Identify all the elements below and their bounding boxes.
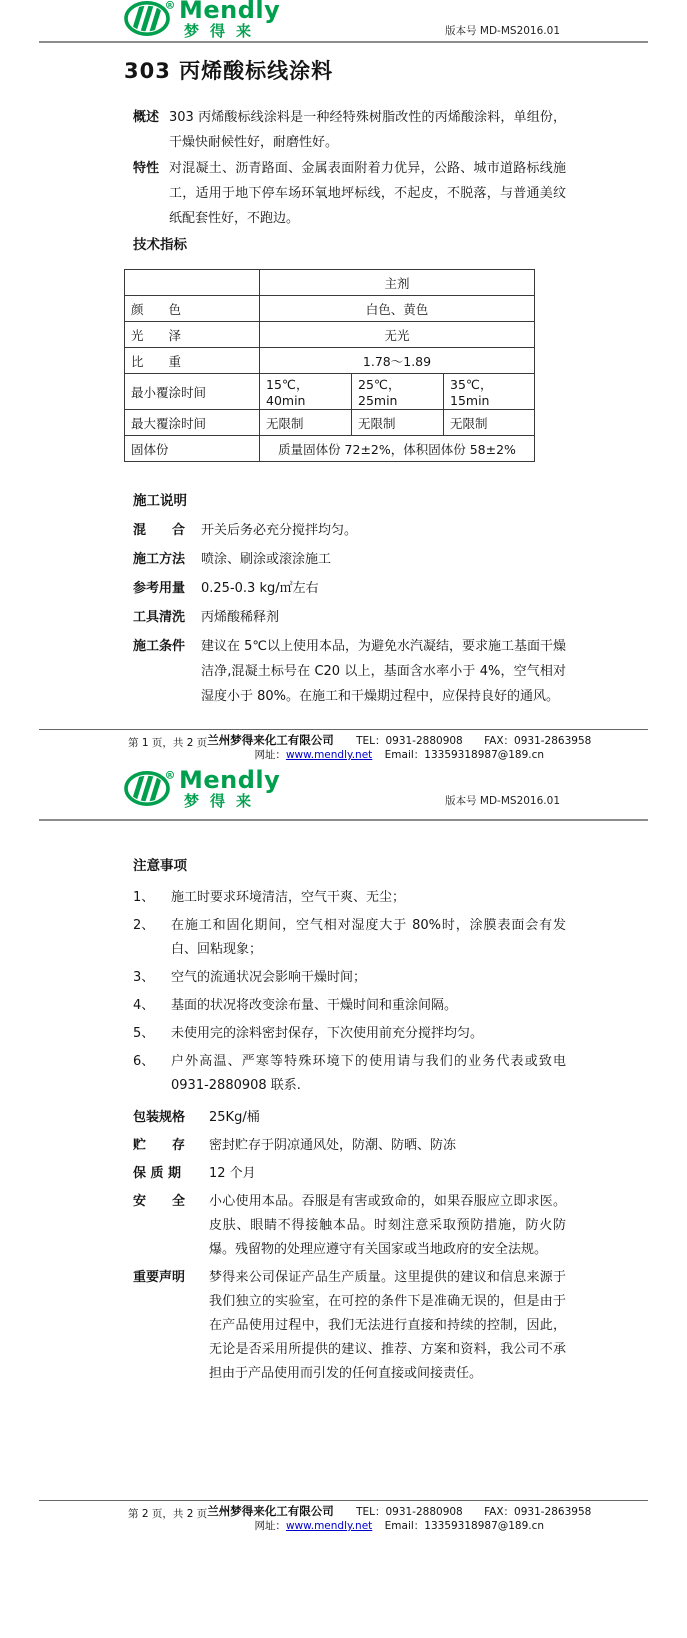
construction-item-method <box>133 547 566 572</box>
construction-item-conditions <box>133 634 566 709</box>
note-item-6 <box>133 1050 566 1098</box>
page-2-footer <box>0 1500 687 1533</box>
company-name: 兰州梦得来化工有限公司 <box>207 1504 334 1518</box>
item-label: 参考用量 <box>133 581 186 596</box>
website-link[interactable]: www.mendly.net <box>285 749 373 761</box>
empty-header-cell <box>125 270 260 296</box>
page-2 <box>0 765 687 1638</box>
info-text: 密封贮存于阴凉通风处，防潮、防晒、防冻 <box>209 1138 457 1153</box>
color-value-cell: 白色、黄色 <box>260 296 535 322</box>
construction-heading: 施工说明 <box>133 493 187 509</box>
solids-label-cell: 固体份 <box>125 436 260 462</box>
email-label: Email：13359318987@189.cn <box>384 749 545 761</box>
website-label: 网址： <box>254 749 286 761</box>
note-number: 4、 <box>133 998 155 1013</box>
info-text: 25Kg/桶 <box>209 1110 260 1125</box>
note-number: 1、 <box>133 890 155 905</box>
page-number: 第 2 页，共 2 页 <box>128 1508 208 1520</box>
table-row-min-recoat <box>125 374 535 410</box>
min-recoat-25c-cell: 25℃，25min <box>352 374 444 410</box>
page-number: 第 1 页，共 2 页 <box>128 737 208 749</box>
note-item-5 <box>133 1022 566 1046</box>
tech-specs-heading: 技术指标 <box>133 237 187 253</box>
item-label: 工具清洗 <box>133 610 186 625</box>
website-label: 网址： <box>254 1520 286 1532</box>
info-label: 安 全 <box>133 1194 186 1209</box>
construction-item-usage <box>133 576 566 601</box>
table-row-max-recoat <box>125 410 535 436</box>
contact-block <box>207 1504 600 1533</box>
note-text: 在施工和固化期间，空气相对湿度大于 80%时，涂膜表面会有发白、回粘现象； <box>171 918 566 957</box>
solids-value-cell: 质量固体份 72±2%，体积固体份 58±2% <box>260 436 535 462</box>
registered-r: R <box>167 2 173 9</box>
note-number: 3、 <box>133 970 155 985</box>
tech-specs-table <box>124 269 535 462</box>
max-recoat-35c-cell: 无限制 <box>444 410 535 436</box>
item-text: 0.25-0.3 kg/㎡左右 <box>201 581 319 596</box>
version-label: 版本号 MD-MS2016.01 <box>445 25 560 37</box>
gravity-label-cell: 比 重 <box>125 348 260 374</box>
page-1-footer <box>0 729 687 762</box>
info-item-disclaimer <box>133 1266 566 1386</box>
info-item-shelf-life <box>133 1162 566 1186</box>
note-text: 空气的流通状况会影响干燥时间； <box>171 970 367 985</box>
construction-item-cleaning <box>133 605 566 630</box>
item-text: 建议在 5℃以上使用本品，为避免水汽凝结，要求施工基面干燥洁净,混凝土标号在 C20 以上，基面含水率小于 4%，空气相对湿度小于 80%。在施工和干燥期过程中，应保持良好的通风。 <box>201 639 567 704</box>
item-label: 施工条件 <box>133 639 186 654</box>
version-label: 版本号 MD-MS2016.01 <box>445 795 560 807</box>
item-label: 混 合 <box>133 523 186 538</box>
info-label: 贮 存 <box>133 1138 186 1153</box>
contact-block <box>207 733 600 762</box>
gravity-value-cell: 1.78～1.89 <box>260 348 535 374</box>
overview-section <box>133 105 566 155</box>
header-divider <box>39 819 648 821</box>
table-row-gravity <box>125 348 535 374</box>
header-divider <box>39 41 648 43</box>
mendly-logo <box>124 0 280 39</box>
mendly-logo <box>124 768 280 809</box>
item-label: 施工方法 <box>133 552 186 567</box>
note-item-4 <box>133 994 566 1018</box>
brand-name-cn: 梦得来 <box>184 22 263 40</box>
construction-item-mixing <box>133 518 566 543</box>
tel-label: TEL：0931-2880908 <box>356 1506 463 1518</box>
item-text: 开关后务必充分搅拌均匀。 <box>201 523 358 538</box>
note-item-3 <box>133 966 566 990</box>
email-label: Email：13359318987@189.cn <box>384 1520 545 1532</box>
note-text: 户外高温、严寒等特殊环境下的使用请与我们的业务代表或致电 0931-2880908 联系. <box>171 1054 566 1093</box>
brand-name: Mendly <box>179 766 281 794</box>
gloss-value-cell: 无光 <box>260 322 535 348</box>
max-recoat-15c-cell: 无限制 <box>260 410 352 436</box>
max-recoat-25c-cell: 无限制 <box>352 410 444 436</box>
mendly-emblem-icon <box>124 0 174 37</box>
min-recoat-15c-cell: 15℃，40min <box>260 374 352 410</box>
features-label: 特性 <box>133 161 160 176</box>
max-recoat-label-cell: 最大覆涂时间 <box>125 410 260 436</box>
main-agent-header-cell: 主剂 <box>260 270 535 296</box>
note-text: 施工时要求环境清洁，空气干爽、无尘； <box>171 890 406 905</box>
note-item-2 <box>133 914 566 962</box>
note-number: 6、 <box>133 1054 155 1069</box>
note-text: 基面的状况将改变涂布量、干燥时间和重涂间隔。 <box>171 998 458 1013</box>
overview-label: 概述 <box>133 110 160 125</box>
fax-label: FAX：0931-2863958 <box>484 735 592 747</box>
info-item-packaging <box>133 1106 566 1130</box>
info-label: 包装规格 <box>133 1110 186 1125</box>
overview-text: 303 丙烯酸标线涂料是一种经特殊树脂改性的丙烯酸涂料，单组份，干燥快耐候性好，耐磨性好。 <box>169 110 566 150</box>
info-item-safety <box>133 1190 566 1262</box>
brand-name: Mendly <box>179 0 281 24</box>
min-recoat-label-cell: 最小覆涂时间 <box>125 374 260 410</box>
page-header <box>124 0 560 39</box>
info-text: 12 个月 <box>209 1166 256 1181</box>
website-link[interactable]: www.mendly.net <box>285 1520 373 1532</box>
product-title: 303 丙烯酸标线涂料 <box>124 59 334 83</box>
tel-label: TEL：0931-2880908 <box>356 735 463 747</box>
item-text: 丙烯酸稀释剂 <box>201 610 280 625</box>
company-name: 兰州梦得来化工有限公司 <box>207 733 334 747</box>
gloss-label-cell: 光 泽 <box>125 322 260 348</box>
notes-heading: 注意事项 <box>133 858 187 874</box>
page-1 <box>0 0 687 765</box>
note-number: 2、 <box>133 918 155 933</box>
color-label-cell: 颜 色 <box>125 296 260 322</box>
note-item-1 <box>133 886 566 910</box>
table-row-color <box>125 296 535 322</box>
info-text: 梦得来公司保证产品生产质量。这里提供的建议和信息来源于我们独立的实验室，在可控的条件下是准确无误的，但是由于在产品使用过程中，我们无法进行直接和持续的控制，因此，无论是否采用所提供的建议、推荐、方案和资料，我公司不承担由于产品使用而引发的任何直接或间接责任。 <box>209 1270 566 1381</box>
fax-label: FAX：0931-2863958 <box>484 1506 592 1518</box>
table-row-main-agent <box>125 270 535 296</box>
table-row-gloss <box>125 322 535 348</box>
footer-divider <box>39 729 648 730</box>
info-text: 小心使用本品。吞服是有害或致命的，如果吞服应立即求医。皮肤、眼睛不得接触本品。时刻注意采取预防措施，防火防爆。残留物的处理应遵守有关国家或当地政府的安全法规。 <box>209 1194 566 1257</box>
registered-r: R <box>167 772 173 779</box>
info-item-storage <box>133 1134 566 1158</box>
info-label: 保 质 期 <box>133 1166 182 1181</box>
brand-name-cn: 梦得来 <box>184 792 263 810</box>
table-row-solids <box>125 436 535 462</box>
note-text: 未使用完的涂料密封保存，下次使用前充分搅拌均匀。 <box>171 1026 484 1041</box>
footer-divider <box>39 1500 648 1501</box>
mendly-emblem-icon <box>124 770 174 807</box>
note-number: 5、 <box>133 1026 155 1041</box>
item-text: 喷涂、刷涂或滚涂施工 <box>201 552 332 567</box>
page-header <box>124 765 560 809</box>
info-label: 重要声明 <box>133 1270 186 1285</box>
features-section <box>133 156 566 231</box>
min-recoat-35c-cell: 35℃，15min <box>444 374 535 410</box>
features-text: 对混凝土、沥青路面、金属表面附着力优异，公路、城市道路标线施工，适用于地下停车场环氧地坪标线，不起皮，不脱落，与普通美纹纸配套性好，不跑边。 <box>169 161 566 226</box>
